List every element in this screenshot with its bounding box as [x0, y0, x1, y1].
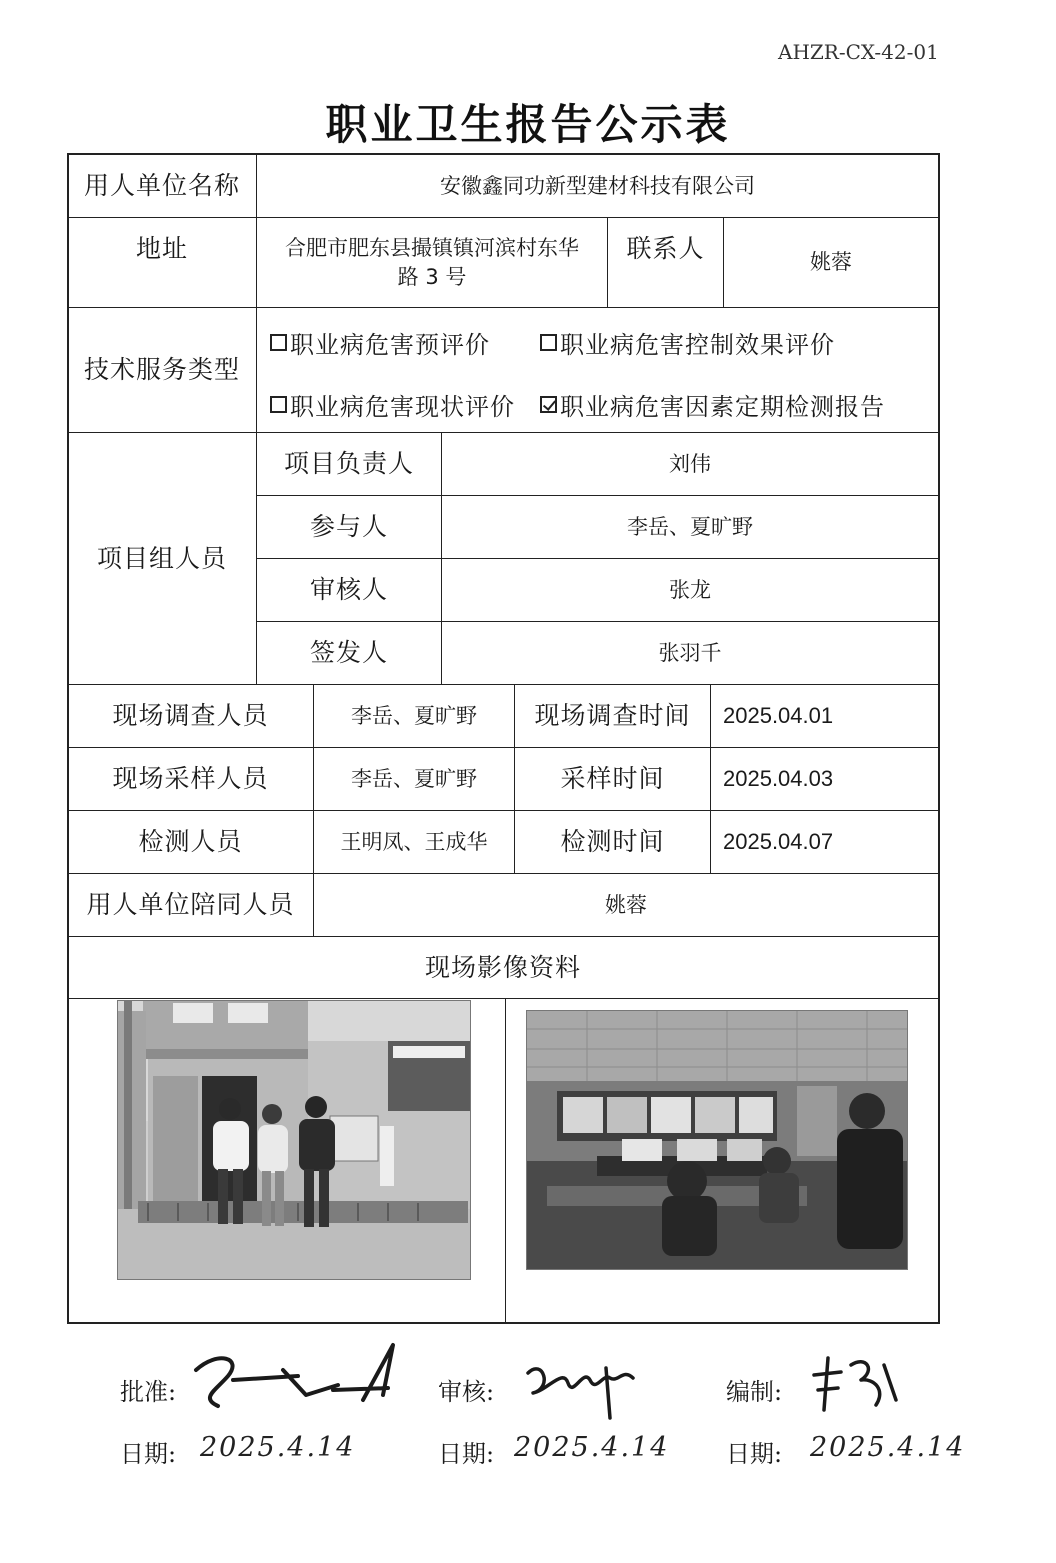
- approve-date: 2025.4.14: [200, 1432, 356, 1463]
- accompany-value: 姚蓉: [605, 892, 647, 917]
- contact-label: 联系人: [626, 234, 705, 264]
- field-row-time-label: 采样时间: [560, 764, 665, 794]
- checkbox-icon: [270, 334, 287, 351]
- field-row-time: 2025.04.07: [723, 829, 834, 855]
- address-label: 地址: [135, 234, 188, 264]
- team-name: 刘伟: [669, 451, 711, 476]
- accompany-label: 用人单位陪同人员: [86, 890, 295, 920]
- service-option-control-effect: 职业病危害控制效果评价: [540, 325, 835, 360]
- site-photo-entrance-illustration: [118, 1001, 470, 1279]
- service-option-status-assessment: 职业病危害现状评价: [270, 387, 515, 422]
- review-label: 审核:: [438, 1378, 495, 1406]
- team-role: 项目负责人: [283, 449, 414, 479]
- field-row-people: 李岳、夏旷野: [351, 766, 477, 791]
- review-date: 2025.4.14: [514, 1432, 670, 1463]
- field-row-time-label: 检测时间: [560, 827, 665, 857]
- employer-value: 安徽鑫同功新型建材科技有限公司: [440, 173, 755, 198]
- reviewer-signature: [518, 1348, 643, 1423]
- employer-label: 用人单位名称: [83, 171, 240, 201]
- team-name: 张龙: [669, 577, 711, 602]
- compiler-signature: [806, 1350, 906, 1420]
- contact-value: 姚蓉: [810, 250, 852, 275]
- document-code: AHZR-CX-42-01: [778, 40, 939, 64]
- review-date-label: 日期:: [438, 1440, 495, 1468]
- site-photo-control-room: [526, 1010, 908, 1270]
- team-name: 李岳、夏旷野: [627, 514, 753, 539]
- compile-label: 编制:: [726, 1378, 783, 1406]
- field-row-people: 王明凤、王成华: [340, 829, 488, 854]
- service-option-pre-assessment: 职业病危害预评价: [270, 325, 490, 360]
- images-header: 现场影像资料: [424, 952, 581, 982]
- rule: [67, 998, 940, 999]
- field-row-time: 2025.04.03: [723, 766, 834, 792]
- team-role: 参与人: [309, 512, 388, 542]
- page-title: 职业卫生报告公示表: [325, 100, 731, 149]
- field-row-label: 现场采样人员: [112, 764, 269, 794]
- checkbox-icon: [540, 334, 557, 351]
- rule: [505, 998, 506, 1322]
- compile-date: 2025.4.14: [810, 1432, 966, 1463]
- team-role: 签发人: [309, 638, 388, 668]
- field-row-label: 现场调查人员: [112, 701, 269, 731]
- checked-checkbox-icon: [540, 396, 557, 413]
- address-line-2: 路 3 号: [397, 264, 467, 289]
- compile-date-label: 日期:: [726, 1440, 783, 1468]
- team-role: 审核人: [309, 575, 388, 605]
- table-border-bottom: [67, 1322, 940, 1324]
- table-border-right: [938, 153, 940, 1324]
- field-row-people: 李岳、夏旷野: [351, 703, 477, 728]
- checkbox-icon: [270, 396, 287, 413]
- field-row-label: 检测人员: [138, 827, 243, 857]
- address-line-1: 合肥市肥东县撮镇镇河滨村东华: [285, 236, 579, 261]
- approve-label: 批准:: [120, 1378, 177, 1406]
- site-photo-entrance: [117, 1000, 471, 1280]
- site-photo-control-room-illustration: [527, 1011, 907, 1269]
- approver-signature: [188, 1340, 403, 1420]
- service-option-periodic-testing: 职业病危害因素定期检测报告: [540, 387, 885, 422]
- approve-date-label: 日期:: [120, 1440, 177, 1468]
- address-value: [257, 218, 607, 307]
- service-type-label: 技术服务类型: [83, 355, 240, 385]
- project-team-label: 项目组人员: [96, 543, 227, 573]
- team-name: 张羽千: [658, 640, 722, 665]
- field-row-time: 2025.04.01: [723, 703, 834, 729]
- field-row-time-label: 现场调查时间: [534, 701, 691, 731]
